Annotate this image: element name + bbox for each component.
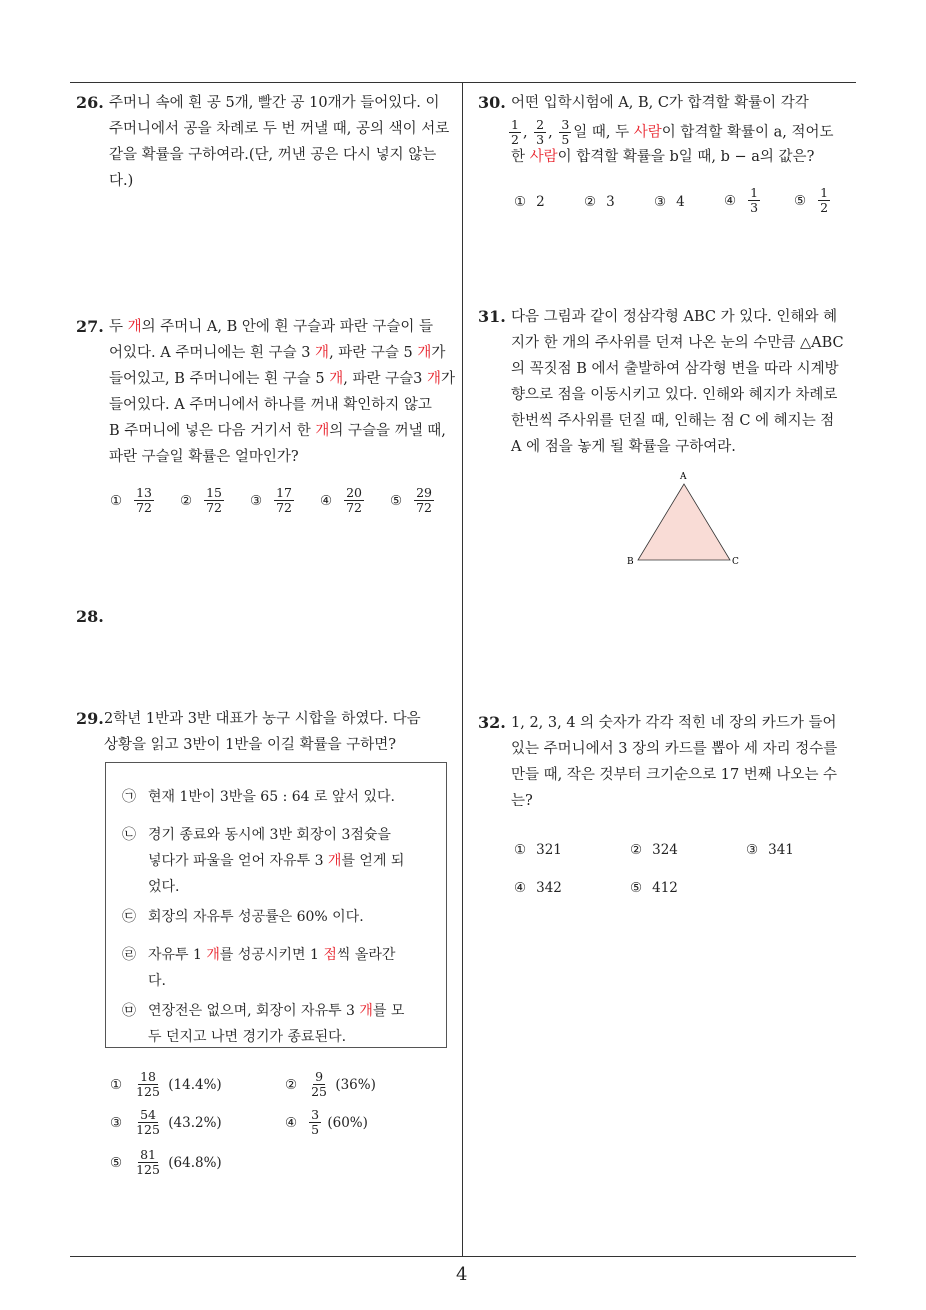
- option-1[interactable]: ① $\frac{18}{125}$ (14.4%): [110, 1069, 222, 1099]
- question-32: [478, 710, 858, 820]
- question-text: 1, 2, 3, 4 의 숫자가 각각 적힌 네 장의 카드가 들어 있는 주머니에서 3 장의 카드를 뽑아 세 자리 정수를 만들 때, 작은 것부터 크기순으로 17 번째 나오는 수 는?: [511, 715, 838, 809]
- vertex-label-a: A: [680, 472, 687, 482]
- option-5[interactable]: ⑤ $\frac{81}{125}$ (64.8%): [110, 1147, 222, 1177]
- option-2[interactable]: ② 324: [630, 842, 678, 858]
- question-number: 32.: [478, 713, 506, 732]
- option-4[interactable]: ④ $\frac{3}{5}$ (60%): [285, 1107, 368, 1137]
- question-30: [478, 90, 858, 170]
- option-5[interactable]: ⑤ $\frac{1}{2}$: [794, 185, 829, 215]
- option-1[interactable]: ① $\frac{13}{72}$: [110, 485, 153, 515]
- question-28: [76, 604, 176, 634]
- option-4[interactable]: ④ $\frac{1}{3}$: [724, 185, 759, 215]
- question-text: 주머니 속에 흰 공 5개, 빨간 공 10개가 들어있다. 이 주머니에서 공을 차례로 두 번 꺼낼 때, 공의 색이 서로 같을 확률을 구하여라.(단, 꺼낸 공은 다시 넣지 않는 다.): [109, 95, 450, 189]
- bottom-rule: [70, 1256, 856, 1257]
- question-number: 27.: [76, 317, 104, 336]
- question-number: 26.: [76, 93, 104, 112]
- top-rule: [70, 82, 856, 83]
- option-5[interactable]: ⑤ 412: [630, 880, 678, 896]
- question-text: 두 개의 주머니 A, B 안에 흰 구슬과 파란 구슬이 들 어있다. A 주머니에는 흰 구슬 3 개, 파란 구슬 5 개가 들어있고, B 주머니에는 흰 구슬 5 개, 파란 구슬3 개가 들어있다. A 주머니에서 하나를 꺼내 확인하지 않고 B 주머니에 넣은 다음 거기서 한 개의 구슬을 꺼낼 때, 파란 구슬일 확률은 얼마인가?: [109, 319, 455, 465]
- question-26: [76, 90, 456, 200]
- option-3[interactable]: ③ 4: [654, 194, 685, 210]
- column-divider: [462, 82, 463, 1257]
- vertex-label-c: C: [732, 557, 739, 567]
- question-text: 2학년 1반과 3반 대표가 농구 시합을 하였다. 다음 상황을 읽고 3반이 1반을 이길 확률을 구하면?: [104, 711, 421, 753]
- triangle-abc: [638, 484, 730, 560]
- question-27: [76, 314, 456, 484]
- option-5[interactable]: ⑤ $\frac{29}{72}$: [390, 485, 433, 515]
- question-number: 31.: [478, 307, 506, 326]
- question-31: [478, 304, 858, 464]
- vertex-label-b: B: [627, 557, 634, 567]
- option-2[interactable]: ② 3: [584, 194, 615, 210]
- option-3[interactable]: ③ $\frac{54}{125}$ (43.2%): [110, 1107, 222, 1137]
- option-2[interactable]: ② $\frac{15}{72}$: [180, 485, 223, 515]
- question-number: 29.: [76, 709, 104, 728]
- question-29: [76, 706, 456, 762]
- option-2[interactable]: ② $\frac{9}{25}$ (36%): [285, 1069, 376, 1099]
- option-3[interactable]: ③ 341: [746, 842, 794, 858]
- option-4[interactable]: ④ $\frac{20}{72}$: [320, 485, 363, 515]
- question-text: 어떤 입학시험에 A, B, C가 합격할 확률이 각각 $\frac{1}{2}$ , $\frac{2}{3}$ , $\frac{3}{5}$ 일 때, 두 사람이 합격할 확률이 a, 적어도 한 사람이 합격할 확률을 b일 때, b − a의 값은?: [511, 95, 834, 165]
- option-4[interactable]: ④ 342: [514, 880, 562, 896]
- question-number: 28.: [76, 607, 104, 626]
- question-number: 30.: [478, 93, 506, 112]
- option-3[interactable]: ③ $\frac{17}{72}$: [250, 485, 293, 515]
- triangle-figure: [620, 466, 750, 572]
- question-text: 다음 그림과 같이 정삼각형 ABC 가 있다. 인해와 혜 지가 한 개의 주사위를 던져 나온 눈의 수만큼 △ABC 의 꼭짓점 B 에서 출발하여 삼각형 변을 따라 시계방 향으로 점을 이동시키고 있다. 인해와 혜지가 차례로 한번씩 주사위를 던질 때, 인해는 점 C 에 혜지는 점 A 에 점을 놓게 될 확률을 구하여라.: [511, 309, 844, 455]
- option-1[interactable]: ① 2: [514, 194, 545, 210]
- option-1[interactable]: ① 321: [514, 842, 562, 858]
- page-number: 4: [456, 1264, 468, 1285]
